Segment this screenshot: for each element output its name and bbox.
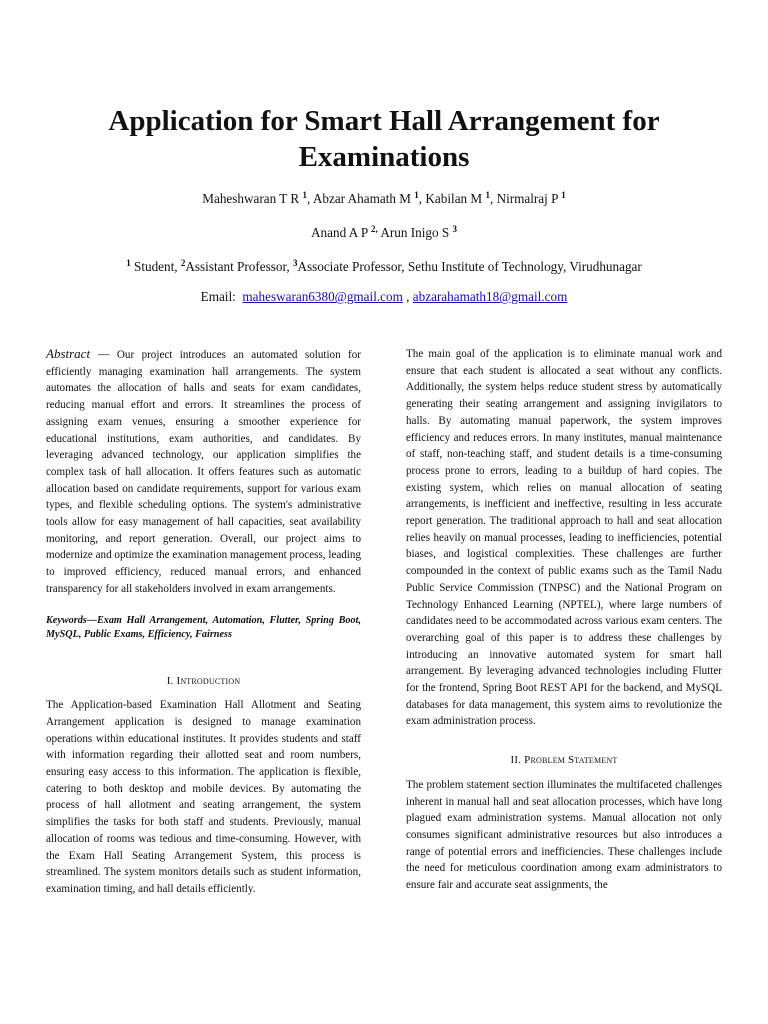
affiliation-institution: Associate Professor, Sethu Institute of Technology, Virudhunagar <box>297 259 642 274</box>
author-affiliation-mark: 2, <box>370 224 378 234</box>
author-name: Anand A P <box>311 225 371 240</box>
email-line <box>40 288 728 306</box>
author-name: Nirmalraj P <box>496 191 562 206</box>
author-name: Abzar Ahamath M <box>312 191 415 206</box>
author-name: Arun Inigo S <box>380 225 453 240</box>
section-number: I. <box>166 674 174 687</box>
author-separator: , <box>489 191 497 206</box>
right-column <box>406 346 722 894</box>
keywords: Keywords—Exam Hall Arrangement, Automation, Flutter, Spring Boot, MySQL, Public Exams, Efficiency, Fairness <box>46 614 361 641</box>
email-label: Email: <box>200 289 236 304</box>
affiliation-role: Student, <box>130 259 181 274</box>
author-affiliation-mark: 1 <box>561 190 566 200</box>
affiliation-mark: 1 <box>126 258 131 268</box>
section-title: Introduction <box>176 674 241 687</box>
affiliation-role: Assistant Professor, <box>185 259 293 274</box>
section-title: Problem Statement <box>524 754 618 767</box>
abstract-text: Our project introduces an automated solution for efficiently managing examination hall arrangements. The system automates the allocation of halls and seats for exam candidates, reducing manual effort and errors. It streamlines the process of assigning exam venues, ensuring a smoother experience for educational institutions, exam authorities, and candidates. By leveraging advanced technology, our application simplifies the complex task of hall allocation. It offers features such as automatic allocation based on candidate requirements, support for various exam types, and flexible scheduling options. The system's administrative tools allow for easy management of hall capacities, seat availability monitoring, and report generation. Overall, our project aims to modernize and optimize the examination management process, leading to improved efficiency, reduced manual errors, and enhanced transparency for all stakeholders involved in exam arrangements. <box>46 349 361 595</box>
author-separator: , <box>306 191 313 206</box>
email-separator: , <box>402 289 413 304</box>
problem-statement-paragraph: The problem statement section illuminates the multifaceted challenges inherent in manual hall and seat allocation processes, which have long plagued exam administration systems. Manual allocation not only consumes significant administrative resources but also introduces a range of potential errors and inefficiencies. These challenges include the need for meticulous coordination among exam administrators to ensure fair and accurate seat assignments, the <box>406 778 722 892</box>
affiliation-mark: 3 <box>292 258 298 268</box>
introduction-paragraph: The Application-based Examination Hall Allotment and Seating Arrangement application is designed to manage examination operations within educational institutes. It provides students and staff with information regarding their allotted seat and room numbers, ensuring easy access to this information. The application is flexible, catering to both desktop and mobile devices. By automating the process of hall allotment and seating arrangement, the system simplifies the tasks for both staff and students. Previously, manual allocation of rooms was tedious and time-consuming. However, with the Exam Hall Seating Arrangement System, this process is streamlined. The system monitors details such as student information, examination timing, and hall details efficiently. <box>46 699 361 895</box>
section-number: II. <box>510 754 522 767</box>
section-heading-problem-statement <box>406 752 722 769</box>
author-line-1 <box>40 190 728 208</box>
affiliation-line <box>40 258 728 276</box>
author-name: Kabilan M <box>425 191 486 206</box>
author-name: Maheshwaran T R <box>202 191 303 206</box>
author-affiliation-mark: 1 <box>485 190 490 200</box>
author-affiliation-mark: 1 <box>414 190 419 200</box>
left-column <box>46 346 361 898</box>
abstract-paragraph <box>46 346 361 598</box>
body-paragraph: The main goal of the application is to eliminate manual work and ensure that each student is allocated a seat without any conflicts. Additionally, the system helps reduce student stress by automatically generating their seating arrangement and assigning invigilators to halls. By automating manual paperwork, the system improves efficiency and reduces errors. In many institutes, manual maintenance of staff, non-teaching staff, and student details is a time-consuming process prone to errors, leading to a buildup of hard copies. The existing system, which relies on manual allocation of seating arrangements, is inefficient and ineffective, resulting in less accurate report generation. The traditional approach to hall and seat allocation relies heavily on manual processes, leading to inefficiencies, potential biases, and logistical complexities. These challenges are further compounded in the context of public exams such as the Tamil Nadu Public Service Commission (TNPSC) and the National Program on Technology Enhanced Learning (NPTEL), where large numbers of candidates need to be accommodated across various exam centers. The overarching goal of this paper is to address these challenges by introducing an innovative automated system for smart hall arrangement. By leveraging advanced technologies including Flutter for the frontend, Spring Boot REST API for the backend, and MySQL databases for data management, this system aims to revolutionize the exam administration process. <box>406 348 722 728</box>
email-link-1[interactable]: maheswaran6380@gmail.com <box>242 289 403 304</box>
paper-title: Application for Smart Hall Arrangement for Examinations <box>108 105 660 173</box>
author-line-2 <box>40 224 728 242</box>
abstract-label: Abstract — <box>46 346 110 361</box>
author-affiliation-mark: 3 <box>452 224 457 234</box>
author-separator: , <box>418 191 426 206</box>
email-link-2[interactable]: abzarahamath18@gmail.com <box>412 289 568 304</box>
affiliation-mark: 2 <box>180 258 186 268</box>
section-heading-introduction <box>46 673 361 690</box>
author-affiliation-mark: 1 <box>302 190 307 200</box>
